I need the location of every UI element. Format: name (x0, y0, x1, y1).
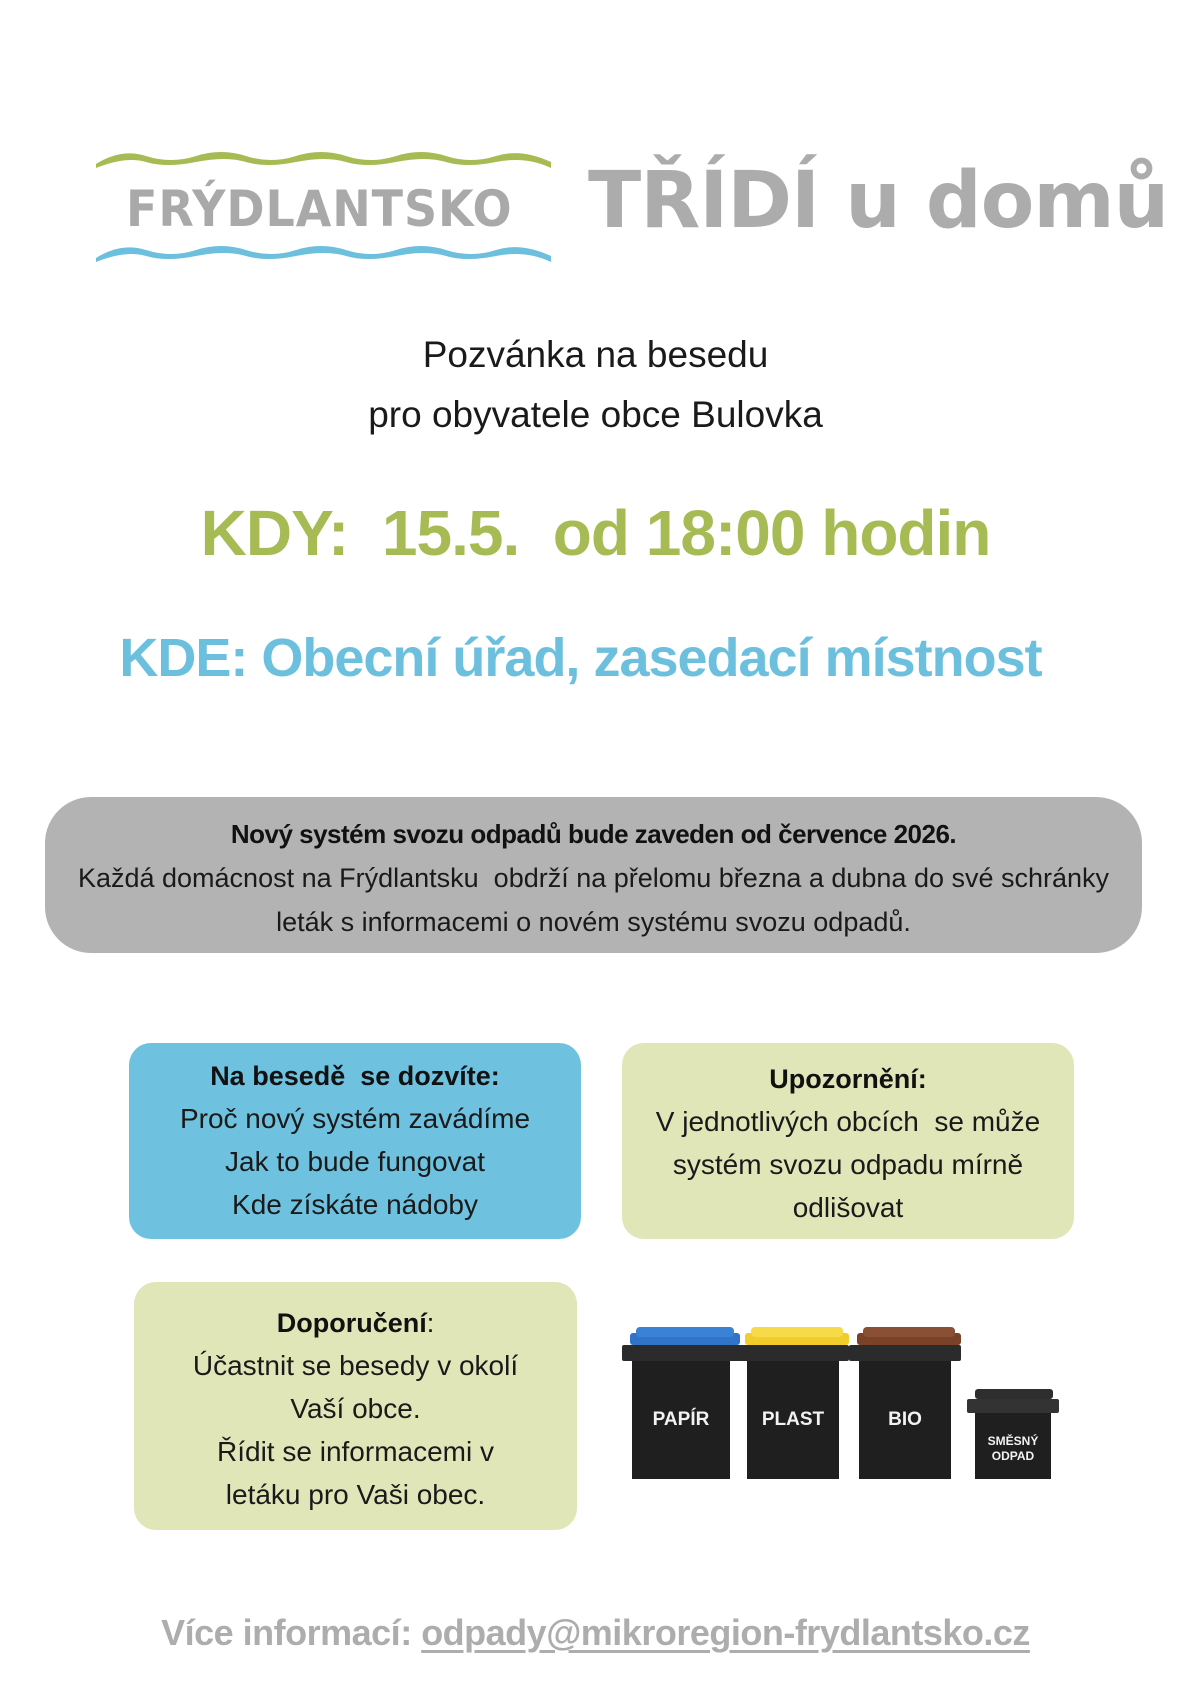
notice-box (45, 797, 1142, 953)
warning-box (622, 1043, 1074, 1239)
slogan-heading: TŘÍDÍ u domů (588, 156, 1169, 246)
blue-wave-icon (96, 246, 551, 262)
bio-bin-icon (849, 1327, 961, 1479)
invitation-line-2: pro obyvatele obce Bulovka (368, 394, 823, 435)
learn-item: Proč nový systém zavádíme (179, 1103, 531, 1134)
invitation-line-1: Pozvánka na besedu (422, 334, 769, 375)
svg-text:BIO: BIO (888, 1409, 922, 1430)
mixed-waste-bin-icon (967, 1389, 1059, 1479)
notice-line-2: leták s informacemi o novém systému svozu odpadů. (276, 907, 911, 937)
learn-item: Jak to bude fungovat (225, 1146, 485, 1177)
event-time: KDY: 15.5. od 18:00 hodin (200, 497, 991, 569)
recommend-box (134, 1282, 577, 1530)
svg-text:PAPÍR: PAPÍR (652, 1409, 710, 1430)
learn-item: Kde získáte nádoby (232, 1189, 478, 1220)
plastic-bin-icon (737, 1327, 849, 1479)
svg-text:ODPAD: ODPAD (991, 1449, 1035, 1463)
svg-text:SMĚSNÝ: SMĚSNÝ (987, 1434, 1039, 1448)
paper-bin-icon (622, 1327, 740, 1479)
recommend-box-title (134, 1302, 577, 1344)
event-location: KDE: Obecní úřad, zasedací místnost (119, 628, 1042, 688)
waste-bins-icon (622, 1305, 1082, 1495)
svg-text:PLAST: PLAST (761, 1409, 825, 1430)
frydlantsko-logo (96, 146, 551, 266)
warning-line: systém svozu odpadu mírně (672, 1149, 1024, 1180)
notice-headline: Nový systém svozu odpadů bude zaveden od července 2026. (230, 819, 957, 849)
warning-line: V jednotlivých obcích se může (655, 1106, 1041, 1137)
invitation (0, 325, 1191, 445)
recommend-line: letáku pro Vaši obec. (225, 1479, 486, 1510)
recommend-line: Vaší obce. (290, 1393, 421, 1424)
notice-line-1: Každá domácnost na Frýdlantsku obdrží na přelomu března a dubna do své schránky (77, 863, 1110, 893)
waste-bins-illustration (622, 1305, 1082, 1495)
recommend-title-text: Doporučení (276, 1308, 427, 1338)
warning-box-title: Upozornění: (769, 1064, 927, 1094)
learn-box-title: Na besedě se dozvíte: (210, 1061, 500, 1091)
recommend-line: Účastnit se besedy v okolí (192, 1350, 519, 1381)
warning-line: odlišovat (792, 1192, 904, 1223)
learn-box (129, 1043, 581, 1239)
footer-label: Více informací: (161, 1612, 422, 1653)
recommend-title-colon: : (426, 1308, 435, 1338)
footer-contact (0, 1612, 1191, 1654)
email-link[interactable]: odpady@mikroregion-frydlantsko.cz (421, 1612, 1030, 1653)
logo-text: FRÝDLANTSKO (126, 180, 513, 238)
recommend-line: Řídit se informacemi v (217, 1436, 494, 1467)
